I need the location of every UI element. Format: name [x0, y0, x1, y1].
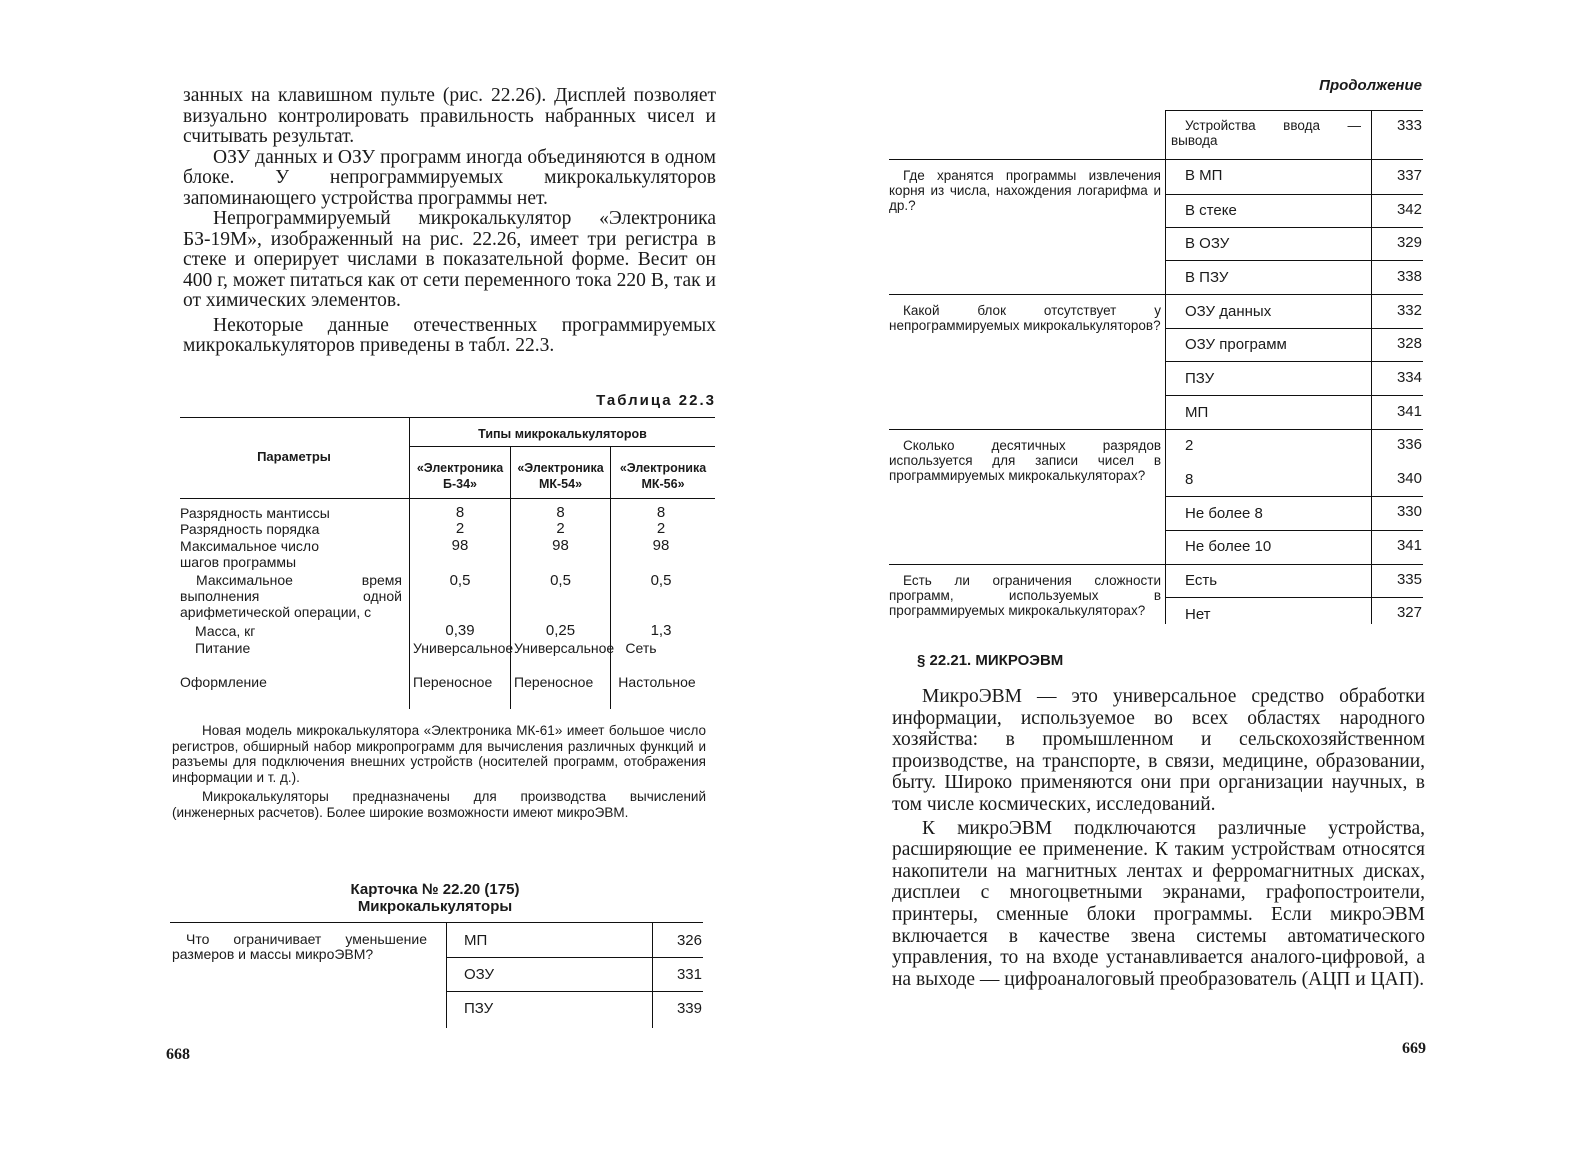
- card-answer-code: 337: [1396, 167, 1422, 184]
- table-row-param: Масса, кг: [195, 623, 256, 639]
- card-answer-code: 331: [676, 966, 702, 983]
- right-paragraph-2: К микроЭВМ подключаются различные устройства, расширяющие ее применение. К таким устройствам относятся накопители на магнитных лентах и ферромагнитных дисках, дисплеи с многоцветными экранами, графопостроители, принтеры, сменные блоки программы. Если микроЭВМ включается в качестве звена системы автоматического управления, то на входе устанавливается аналого-цифровой, а на выходе — цифроаналоговый преобразователь (АЦП и ЦАП).: [892, 817, 1425, 990]
- table-cell: Настольное: [618, 674, 696, 690]
- table-cell: 98: [652, 537, 670, 554]
- card-answer: ПЗУ: [1185, 370, 1215, 387]
- card-answer: В ПЗУ: [1185, 269, 1229, 286]
- table-cell: Переносное: [413, 674, 493, 690]
- card-answer: ОЗУ данных: [1185, 303, 1272, 320]
- card-answer: МП: [1185, 404, 1209, 421]
- card-answer-code: 342: [1396, 201, 1422, 218]
- table-types-header: Типы микрокалькуляторов: [478, 427, 647, 441]
- table-cell: 2: [556, 520, 565, 537]
- card-answer: В ОЗУ: [1185, 235, 1230, 252]
- card-answer: ПЗУ: [464, 1000, 494, 1017]
- table-cell: 98: [552, 537, 569, 554]
- card-answer-code: 328: [1396, 335, 1422, 352]
- card-answer: Есть: [1185, 572, 1218, 589]
- card-answer: Устройства ввода — вывода: [1171, 118, 1361, 148]
- card-answer: ОЗУ: [464, 966, 495, 983]
- continuation-label: Продолжение: [1319, 77, 1422, 94]
- note-mk61: Новая модель микрокалькулятора «Электроника МК-61» имеет большое число регистров, обширный набор микропрограмм для вычисления различных функций и разъемы для подключения внешних устройств (носителей программ, отображения информации и т. д.).: [172, 723, 706, 785]
- right-page: [792, 0, 1584, 1153]
- table-cell: 0,5: [449, 572, 471, 589]
- card-question: Есть ли ограничения сложности программ, используемых в программируемых микрокалькуляторах?: [889, 573, 1161, 618]
- table-cell: 0,25: [545, 622, 576, 639]
- card-answer: Не более 10: [1185, 538, 1272, 555]
- table-model-mk56: «Электроника МК-56»: [619, 461, 707, 491]
- table-model-b34: «Электроника Б-34»: [416, 461, 504, 491]
- card-answer: 8: [1185, 471, 1194, 488]
- table-cell: 98: [451, 537, 469, 554]
- card-answer: Не более 8: [1185, 505, 1263, 522]
- left-paragraph-1: занных на клавишном пульте (рис. 22.26). Дисплей позволяет визуально контролировать правильность набранных чисел и считывать результат.: [183, 85, 716, 147]
- section-heading: § 22.21. МИКРОЭВМ: [917, 652, 1064, 669]
- card-answer: Нет: [1185, 606, 1211, 623]
- table-cell: 1,3: [650, 622, 672, 639]
- table-title: Таблица 22.3: [596, 392, 716, 409]
- left-body-text: [183, 86, 716, 357]
- card-answer-code: 334: [1396, 369, 1422, 386]
- table-cell: 8: [455, 504, 465, 521]
- card-question: Что ограничивает уменьшение размеров и массы микроЭВМ?: [172, 931, 427, 962]
- table-cell: 0,5: [550, 572, 571, 589]
- table-cell: Переносное: [514, 674, 594, 690]
- card-title: Карточка № 22.20 (175): [350, 881, 520, 898]
- note-microcalc: Микрокалькуляторы предназначены для производства вычислений (инженерных расчетов). Более широкие возможности имеют микроЭВМ.: [172, 789, 706, 820]
- page-number-right: 669: [1402, 1040, 1426, 1057]
- card-answer: В стеке: [1185, 202, 1237, 219]
- table-param-header: Параметры: [257, 449, 331, 464]
- card-answer-code: 336: [1396, 436, 1422, 453]
- card-answer: МП: [464, 932, 488, 949]
- card-answer-code: 333: [1396, 117, 1422, 134]
- card-answer: 2: [1185, 437, 1194, 454]
- card-answer-code: 338: [1396, 268, 1422, 285]
- card-question: Какой блок отсутствует у непрограммируемых микрокалькуляторов?: [889, 303, 1161, 333]
- card-subtitle: Микрокалькуляторы: [357, 898, 513, 915]
- table-cell: 0,5: [650, 572, 672, 589]
- left-notes: [172, 723, 706, 820]
- card-answer: ОЗУ программ: [1185, 336, 1287, 353]
- card-answer-code: 327: [1396, 604, 1422, 621]
- page-number-left: 668: [166, 1046, 190, 1063]
- card-answer-code: 330: [1396, 503, 1422, 520]
- card-question: Сколько десятичных разрядов используется для записи чисел в программируемых микрокалькуляторах?: [889, 438, 1161, 483]
- table-row-param: Разрядность порядка: [180, 521, 320, 537]
- right-body-text: [892, 686, 1425, 990]
- table-cell: 8: [656, 504, 666, 521]
- table-cell: 8: [556, 504, 565, 521]
- table-row-param: Питание: [195, 640, 251, 656]
- table-cell: 2: [656, 520, 666, 537]
- table-cell: Сеть: [625, 640, 657, 656]
- card-answer-code: 326: [676, 932, 702, 949]
- table-row-param: Оформление: [180, 674, 267, 690]
- left-paragraph-2: ОЗУ данных и ОЗУ программ иногда объединяются в одном блоке. У непрограммируемых микрокалькуляторов запоминающего устройства программы нет.: [183, 146, 716, 209]
- table-row-param: Максимальное время выполнения одной арифметической операции, с: [180, 572, 402, 620]
- card-answer-code: 332: [1396, 302, 1422, 319]
- table-cell: Универсальное: [514, 640, 615, 656]
- table-row-param: Разрядность мантиссы: [180, 505, 330, 521]
- right-paragraph-1: МикроЭВМ — это универсальное средство обработки информации, используемое во всех областях народного хозяйства: в промышленном и сельскохозяйственном производстве, на транспорте, в связи, медицине, образовании, быту. Широко применяются они при организации научных, в том числе космических, исследований.: [892, 686, 1425, 815]
- card-answer: В МП: [1185, 167, 1223, 184]
- card-question: Где хранятся программы извлечения корня из числа, нахождения логарифма и др.?: [889, 168, 1161, 213]
- table-cell: 2: [455, 520, 465, 537]
- table-row-param: Максимальное число шагов программы: [180, 538, 320, 570]
- card-answer-code: 335: [1396, 571, 1422, 588]
- left-paragraph-3: Непрограммируемый микрокалькулятор «Электроника БЗ-19М», изображенный на рис. 22.26, имеет три регистра в стеке и оперирует числами в показательной форме. Весит он 400 г, может питаться как от сети переменного тока 220 В, так и от химических элементов.: [183, 208, 716, 311]
- card-answer-code: 341: [1396, 403, 1422, 420]
- card-answer-code: 339: [676, 1000, 702, 1017]
- card-answer-code: 341: [1396, 537, 1422, 554]
- card-answer-code: 329: [1396, 234, 1422, 251]
- table-model-mk54: «Электроника МК-54»: [517, 461, 604, 491]
- table-cell: Универсальное: [413, 640, 514, 656]
- card-answer-code: 340: [1396, 470, 1422, 487]
- left-paragraph-4: Некоторые данные отечественных программируемых микрокалькуляторов приведены в табл. 22.3.: [183, 314, 716, 356]
- table-cell: 0,39: [445, 622, 475, 639]
